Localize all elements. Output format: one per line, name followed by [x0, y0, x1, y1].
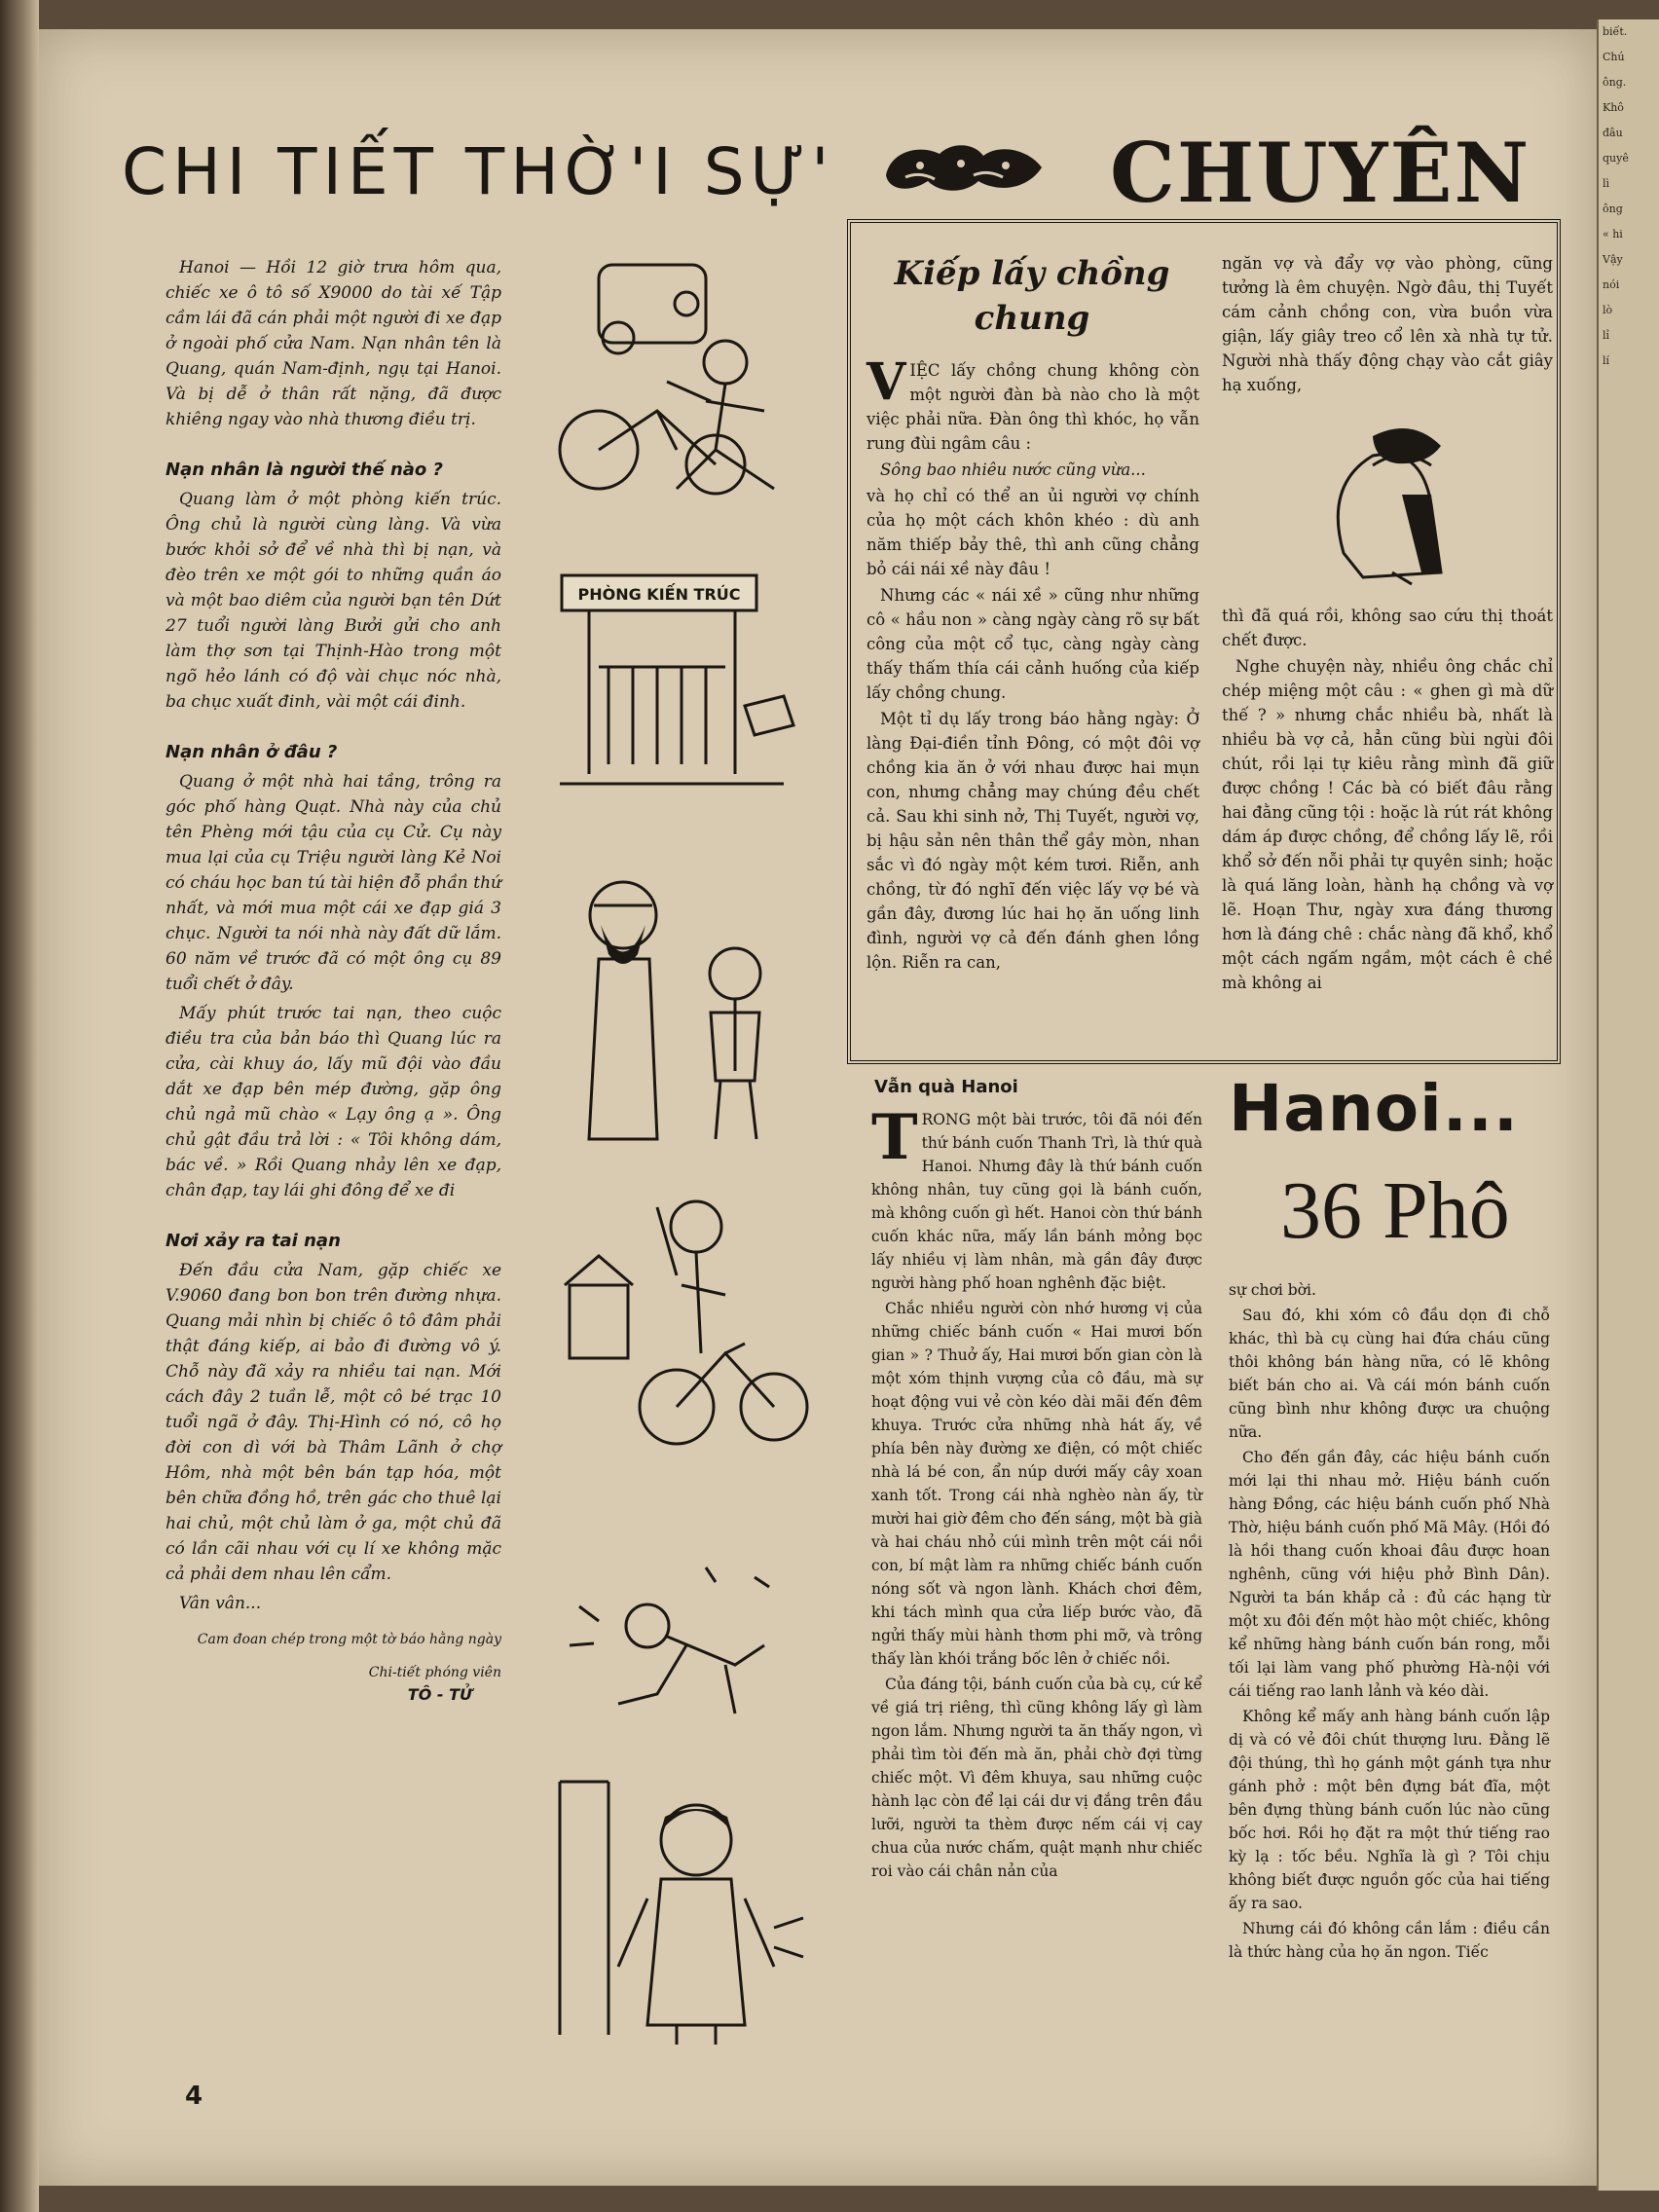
attribution-role: Chi-tiết phóng viên — [368, 1665, 501, 1680]
paragraph: Chắc nhiều người còn nhớ hương vị của những chiếc bánh cuốn « Hai mươi bốn gian » ? Thuở ấy, Hai mươi bốn gian còn là một xóm thịnh vượng của cô đầu, mà sự hoạt động vui vẻ còn kéo dài mãi đến đêm khuya. Trước cửa những nhà hát ấy, về phía bên này đường xe điện, có một chiếc nhà lá bé con, ẩn núp dưới mấy cây xoan xanh tốt. Trong cái nhà nghèo nàn ấy, từ mười hai giờ đêm cho đến sáng, một bà già và hai cháu nhỏ cúi mình trên một cái nồi con, bí mật làm ra những chiếc bánh cuốn nóng sốt và ngon lành. Khách chơi đêm, khi tách mình qua cửa liếp bước vào, đã ngửi thấy mùi hành thơm phi mỡ, và trông thấy làn khói trắng bốc lên ở chiếc nồi. — [871, 1300, 1202, 1668]
boxed-article-column — [866, 352, 1199, 977]
grieving-woman-illustration — [1305, 407, 1480, 587]
paragraph: Cho đến gần đây, các hiệu bánh cuốn mới lại thi nhau mở. Hiệu bánh cuốn hàng Đồng, các hiệu bánh cuốn phố Nhà Thờ, hiệu bánh cuốn phố Mã Mây. (Hồi đó là hồi thang cuốn khoai đâu được hoan nghênh, cũng với hiệu phở Bình Dân). Người ta bán khắp cả : đủ các hạng từ một xu đôi đến một hào một chiếc, không kể những hàng bánh cuốn bán rong, mỗi tối lại làm vang phố phường Hà-nội với cái tiếng rao lanh lảnh và kéo dài. — [1229, 1449, 1550, 1700]
man-with-bicycle-illustration — [540, 1188, 823, 1460]
facing-text: Chú — [1603, 51, 1625, 63]
paragraph: Nghe chuyện này, nhiều ông chắc chỉ chép miệng một câu : « ghen gì mà dữ thế ? » nhưng chắc nhiều bà, nhất là nhiều bà vợ cả, hẳn cũng bùi ngùi đôi chút, rồi lại tự kiêu rằng mình đã giữ được chồng ! Các bà có biết đâu rằng hai đằng cũng tội : hoặc là rút rát không dám áp được chồng, để chồng lấy lẽ, rồi khổ sở đến nỗi phải tự quyên sinh; hoặc là quá lăng loàn, hành hạ chồng và vợ lẽ. Hoạn Thư, ngày xưa đáng thương hơn là đáng chê : chắc nàng đã khổ, khổ một cách ngấm ngầm, một cách ê chề mà không ai — [1222, 657, 1553, 992]
drop-cap: V — [866, 352, 906, 412]
facing-text: nói — [1603, 278, 1620, 291]
news-intro: Hanoi — Hồi 12 giờ trưa hôm qua, chiếc xe ô tô số X9000 do tài xế Tập cầm lái đã cán phải một người đi xe đạp ở ngoài phố cửa Nam. Nạn nhân tên là Quang, quán Nam-định, ngụ tại Hanoi. Và bị dễ ở thân rất nặng, đã được khiêng ngay vào nhà thương điều trị. — [166, 258, 501, 429]
paragraph: Đến đầu cửa Nam, gặp chiếc xe V.9060 đang bon bon trên đường nhựa. Quang mải nhìn bị chiếc ô tô đâm phải thật đáng kiếp, ai bảo đi đường vô ý. Chỗ này đã xảy ra nhiều tai nạn. Mới cách đây 2 tuần lễ, một cô bé trạc 10 tuổi ngã ở đây. Thị-Hình có nó, cô họ đời con dì với bà Thâm Lãnh ở chợ Hôm, nhà một bên bán tạp hóa, một bên chữa đồng hồ, trên gác cho thuê lại hai chủ, một chủ làm ở ga, một chủ đã có lần cãi nhau với cụ lí xe không mặc cả phải dem nhau lên cẩm. — [166, 1261, 501, 1584]
paragraph: Nhưng cái đó không cần lắm : điều cần là thức hàng của họ ăn ngon. Tiếc — [1229, 1920, 1550, 1961]
paragraph: Mấy phút trước tai nạn, theo cuộc điều tra của bản báo thì Quang lúc ra cửa, cài khuy áo, lấy mũ đội vào đầu dắt xe đạp bên mép đường, gặp ông chủ ngả mũ chào « Lạy ông ạ ». Ông chủ gật đầu trả lời : « Tôi không dám, bác về. » Rồi Quang nhảy lên xe đạp, chân đạp, tay lái ghi đông để xe đi — [166, 1004, 501, 1200]
series-title-hanoi: Hanoi... — [1229, 1071, 1519, 1146]
paragraph: IỆC lấy chồng chung không còn một người đàn bà nào cho là một việc phải nữa. Đàn ông thì khóc, họ vẫn rung đùi ngâm câu : — [866, 361, 1199, 453]
boxed-article-title: Kiếp lấy chồng chung — [894, 254, 1170, 338]
quote: Sông bao nhiêu nước cũng vừa... — [880, 461, 1146, 479]
boxed-article-column — [1222, 604, 1553, 997]
facing-text: đâu — [1603, 127, 1623, 139]
article-title: Vẫn quà Hanoi — [874, 1077, 1018, 1097]
car-accident-illustration — [540, 255, 823, 518]
facing-text: lì — [1603, 177, 1610, 190]
article-column — [1229, 1278, 1550, 1966]
section-title-left: CHI TIẾT THỜ'I SỰ' — [122, 134, 835, 209]
drop-cap: T — [871, 1101, 918, 1174]
paragraph: Sau đó, khi xóm cô đầu dọn đi chỗ khác, thì bà cụ cùng hai đứa cháu cũng thôi không bán hàng nữa, có lẽ không biết bán cho ai. Và cái món bánh cuốn cũng bình như không được ưa chuộng nữa. — [1229, 1307, 1550, 1441]
boxed-article-column — [1222, 251, 1553, 399]
paragraph: và họ chỉ có thể an ủi người vợ chính của họ một cách khôn khéo : dù anh năm thiếp bảy thê, thì anh cũng chẳng bỏ cái nái xề này đâu ! — [866, 487, 1199, 578]
paragraph: Nhưng các « nái xề » cũng như những cô « hầu non » càng ngày càng rõ sự bất công của một cổ tục, càng ngày càng thấy thấm thía cái cảnh huống của kiếp lấy chồng chung. — [866, 586, 1199, 702]
facing-page-edge — [1597, 19, 1659, 2191]
facing-text: ông. — [1603, 76, 1627, 89]
facing-text: lò — [1603, 304, 1613, 316]
facing-text: « hi — [1603, 228, 1623, 240]
facing-text: ông — [1603, 203, 1623, 215]
paragraph: Của đáng tội, bánh cuốn của bà cụ, cứ kể về giá trị riêng, thì cũng không lấy gì làm ngon lắm. Nhưng người ta ăn thấy ngon, vì phải tìm tòi đến mà ăn, phải chờ đợi từng chiếc một. Vì đêm khuya, sau những cuộc hành lạc còn để lại cái dư vị đắng trên đầu lưỡi, người ta thèm được nếm cái vị cay chua của nước chấm, quật mạnh như chiếc roi vào cái chân nản của — [871, 1676, 1202, 1880]
paragraph: Không kể mấy anh hàng bánh cuốn lập dị và có vẻ đôi chút thượng lưu. Đằng lẽ đội thúng, thì họ gánh một gánh tựa như gánh phở : một bên đựng bát đĩa, một bên đựng thùng bánh cuốn lúc nào cũng bốc hơi. Rồi họ đặt ra một thứ tiếng rao kỳ lạ : tốc bều. Nghĩa là gì ? Tôi chịu không biết được nguồn gốc của hai tiếng ấy ra sao. — [1229, 1708, 1550, 1912]
sign-text: PHÒNG KIẾN TRÚC — [577, 585, 741, 604]
paragraph: RONG một bài trước, tôi đã nói đến thứ bánh cuốn Thanh Trì, là thứ quà Hanoi. Nhưng đây là thứ bánh cuốn không nhân, tuy cũng gọi là bánh cuốn, mà không cuốn gì hết. Hanoi còn thứ bánh cuốn khác nữa, mấy lần bánh mỏng bọc lấy nhiều vị làm nhân, mà gần đây được người hàng phố hoan nghênh đặc biệt. — [871, 1111, 1202, 1292]
paragraph: Quang làm ở một phòng kiến trúc. Ông chủ là người cùng làng. Và vừa bước khỏi sở để về nhà thì bị nạn, và đèo trên xe một gói to những quần áo và một bao diêm của người bạn tên Dứt 27 tuổi người làng Bưởi gửi cho anh làm thợ sơn tại Thịnh-Hào trong một ngõ hẻo lánh có độ vài chục nóc nhà, ba chục xuất đinh, vài một cái đinh. — [166, 490, 501, 712]
facing-text: Khô — [1603, 101, 1624, 114]
series-title-36-pho: 36 Phô — [1280, 1165, 1510, 1256]
tiger-ornament-icon — [881, 136, 1047, 197]
paragraph: sự chơi bời. — [1229, 1281, 1316, 1299]
section-title-right: CHUYÊN — [1110, 125, 1531, 221]
bearded-man-and-boy-illustration — [540, 866, 823, 1159]
paragraph: Một tỉ dụ lấy trong báo hằng ngày: Ở làng Đại-điền tỉnh Đông, có một đôi vợ chồng kia ăn ở với nhau được hai mụn con, nhưng chẳng may chúng đều chết cả. Sau khi sinh nở, Thị Tuyết, người vợ, bị hậu sản nên thân thể gầy mòn, nhan sắc vì đó ngày một kém tươi. Riễn, anh chồng, từ đó nghĩ đến việc lấy vợ bé và gần đây, đương lúc hai họ ăn uống linh đình, người vợ cả đến đánh ghen lồng lộn. Riễn ra can, — [866, 710, 1199, 972]
paragraph: Vân vân... — [179, 1594, 262, 1613]
facing-text: lỉ — [1603, 329, 1610, 342]
news-column — [166, 255, 501, 1708]
woman-in-shop-illustration — [540, 1772, 823, 2045]
author-signature: TÔ - TỬ — [407, 1685, 472, 1704]
office-gate-illustration — [540, 570, 823, 793]
paragraph: thì đã quá rồi, không sao cứu thị thoát chết được. — [1222, 607, 1553, 649]
facing-text: biết. — [1603, 25, 1628, 38]
page-number: 4 — [185, 2082, 203, 2111]
falling-man-illustration — [540, 1529, 823, 1733]
subheading: Nơi xảy ra tai nạn — [166, 1231, 341, 1251]
facing-text: lí — [1603, 354, 1610, 367]
attribution-note: Cam đoan chép trong một tờ báo hằng ngày — [197, 1632, 501, 1647]
book-binding — [0, 0, 39, 2212]
paragraph: Quang ở một nhà hai tầng, trông ra góc phố hàng Quạt. Nhà này của chủ tên Phèng mới tậu của cụ Cử. Cụ này mua lại của cụ Triệu người làng Kẻ Noi có cháu học ban tú tài hiện đỗ phần thứ nhất, và mới mua một cái xe đạp giá 3 chục. Người ta nói nhà này đất dữ lắm. 60 năm về trước đã có một ông cụ 89 tuổi chết ở đây. — [166, 772, 501, 994]
subheading: Nạn nhân ở đâu ? — [166, 742, 338, 762]
paragraph: ngăn vợ và đẩy vợ vào phòng, cũng tưởng là êm chuyện. Ngờ đâu, thị Tuyết cám cảnh chồng con, vừa buồn vừa giận, lấy giây treo cổ lên xà nhà tự tử. Người nhà thấy động chạy vào cắt giây hạ xuống, — [1222, 254, 1553, 394]
article-column — [871, 1101, 1202, 1885]
subheading: Nạn nhân là người thế nào ? — [166, 460, 443, 480]
facing-text: quyê — [1603, 152, 1629, 165]
facing-text: Vậy — [1603, 253, 1623, 266]
